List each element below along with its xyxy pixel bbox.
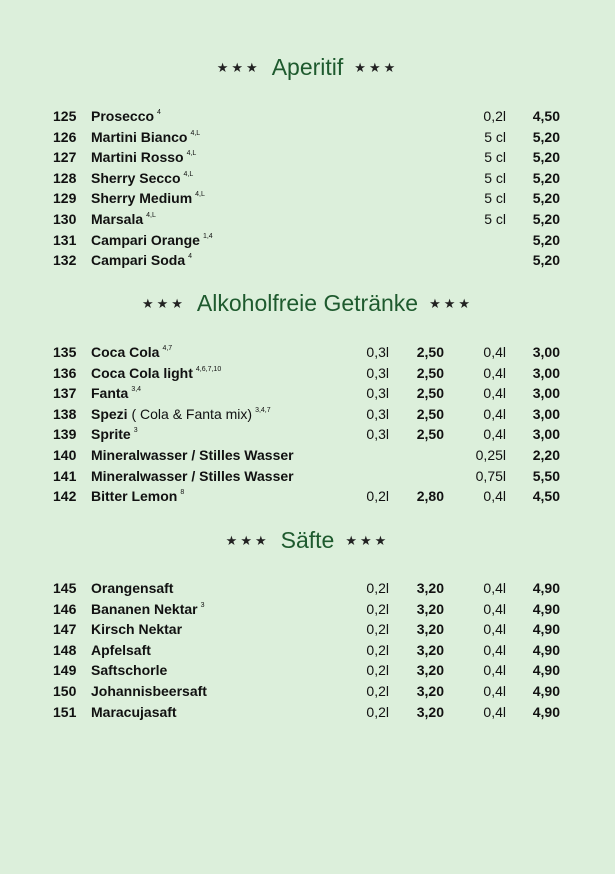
price-small: 3,20 <box>416 600 444 617</box>
item-name: Bananen Nektar <box>91 600 198 617</box>
item-label <box>91 188 205 209</box>
volume-small: 0,3l <box>366 344 389 360</box>
item-name: Fanta <box>91 385 129 402</box>
item-number: 139 <box>53 426 77 443</box>
item-name: Saftschorle <box>91 662 168 679</box>
menu-item-row <box>0 342 615 363</box>
item-label <box>91 486 184 507</box>
menu-item-row <box>0 188 615 209</box>
item-label <box>91 445 294 466</box>
item-number: 150 <box>53 682 77 699</box>
item-name: Johannisbeersaft <box>91 682 207 699</box>
price-large: 4,50 <box>532 108 560 124</box>
item-number: 131 <box>53 231 77 248</box>
volume-large: 0,4l <box>483 488 506 505</box>
item-label <box>91 702 177 723</box>
price-large: 4,90 <box>532 662 560 679</box>
item-number: 135 <box>53 344 77 360</box>
volume-large: 0,4l <box>483 426 506 443</box>
volume-large: 0,4l <box>483 385 506 402</box>
allergen-note: 1,4 <box>202 232 213 240</box>
volume-small: 0,2l <box>366 682 389 699</box>
stars-left-icon: ★★★ <box>141 296 186 311</box>
menu-item-row <box>0 702 615 723</box>
section-title-saefte <box>0 526 615 555</box>
item-number: 147 <box>53 621 77 638</box>
item-number: 136 <box>53 364 77 381</box>
volume-large: 0,2l <box>483 108 506 124</box>
item-name: Apfelsaft <box>91 641 151 658</box>
volume-large: 5 cl <box>484 149 506 166</box>
price-large: 5,20 <box>532 252 560 269</box>
volume-large: 0,75l <box>475 467 506 484</box>
menu-item-row <box>0 681 615 702</box>
menu-item-row <box>0 106 615 127</box>
volume-small: 0,2l <box>366 641 389 658</box>
item-label <box>91 599 205 620</box>
item-label <box>91 209 156 230</box>
item-label <box>91 383 141 404</box>
menu-item-row <box>0 230 615 251</box>
item-name: Spezi <box>91 405 128 422</box>
item-label <box>91 168 193 189</box>
item-name: Bitter Lemon <box>91 488 178 505</box>
volume-large: 5 cl <box>484 128 506 145</box>
section-heading: Alkoholfreie Getränke <box>196 290 419 316</box>
allergen-note: 4 <box>157 109 161 116</box>
allergen-note: 3 <box>133 427 138 435</box>
allergen-note: 4,L <box>186 150 197 158</box>
item-name: Martini Rosso <box>91 149 184 166</box>
price-small: 2,50 <box>416 344 444 360</box>
section-title-aperitif <box>0 53 615 82</box>
volume-small: 0,2l <box>366 600 389 617</box>
item-name: Campari Orange <box>91 231 200 248</box>
item-name: Prosecco <box>91 108 155 124</box>
item-label <box>91 363 221 384</box>
volume-large: 0,4l <box>483 405 506 422</box>
price-large: 4,90 <box>532 600 560 617</box>
price-large: 4,90 <box>532 621 560 638</box>
item-label <box>91 230 213 251</box>
item-description: ( Cola & Fanta mix) <box>127 405 253 422</box>
price-small: 3,20 <box>416 662 444 679</box>
menu-item-row <box>0 127 615 148</box>
item-name: Sprite <box>91 426 131 443</box>
menu-item-row <box>0 619 615 640</box>
item-name: Maracujasaft <box>91 703 177 720</box>
item-label <box>91 681 207 702</box>
item-name: Orangensaft <box>91 580 174 596</box>
stars-left-icon: ★★★ <box>225 533 270 548</box>
item-name: Mineralwasser / Stilles Wasser <box>91 446 294 463</box>
section-title-alkoholfreie-getraenke <box>0 289 615 318</box>
price-small: 3,20 <box>416 703 444 720</box>
item-label <box>91 404 271 425</box>
item-number: 141 <box>53 467 77 484</box>
volume-large: 0,4l <box>483 580 506 596</box>
allergen-note: 4,L <box>190 129 201 137</box>
price-large: 5,20 <box>532 169 560 186</box>
allergen-note: 3 <box>200 601 205 609</box>
allergen-note: 4,L <box>146 211 156 219</box>
volume-small: 0,2l <box>366 488 389 505</box>
item-number: 126 <box>53 128 77 145</box>
item-number: 151 <box>53 703 77 720</box>
item-label <box>91 640 151 661</box>
price-large: 5,50 <box>532 467 560 484</box>
volume-small: 0,3l <box>366 426 389 443</box>
volume-large: 0,4l <box>483 344 506 360</box>
item-name: Kirsch Nektar <box>91 621 183 638</box>
menu-item-row <box>0 168 615 189</box>
price-small: 2,50 <box>416 385 444 402</box>
item-number: 145 <box>53 580 77 596</box>
menu-item-row <box>0 466 615 487</box>
item-name: Coca Cola <box>91 344 160 360</box>
price-small: 2,50 <box>416 426 444 443</box>
price-large: 5,20 <box>532 231 560 248</box>
volume-small: 0,2l <box>366 621 389 638</box>
price-small: 2,50 <box>416 364 444 381</box>
volume-large: 0,4l <box>483 364 506 381</box>
volume-large: 5 cl <box>484 190 506 207</box>
allergen-note: 3,4,7 <box>255 406 271 414</box>
allergen-note: 4,L <box>195 191 205 199</box>
volume-small: 0,2l <box>366 580 389 596</box>
price-small: 3,20 <box>416 641 444 658</box>
volume-large: 0,4l <box>483 600 506 617</box>
item-label <box>91 466 294 487</box>
item-number: 137 <box>53 385 77 402</box>
item-number: 128 <box>53 169 77 186</box>
stars-left-icon: ★★★ <box>216 60 261 75</box>
item-number: 142 <box>53 488 77 505</box>
menu-item-row <box>0 250 615 271</box>
item-number: 127 <box>53 149 77 166</box>
stars-right-icon: ★★★ <box>354 60 399 75</box>
price-large: 4,50 <box>532 488 560 505</box>
price-small: 3,20 <box>416 682 444 699</box>
volume-small: 0,2l <box>366 662 389 679</box>
stars-right-icon: ★★★ <box>429 296 474 311</box>
price-small: 3,20 <box>416 621 444 638</box>
section-heading: Aperitif <box>271 54 344 80</box>
item-number: 132 <box>53 252 77 269</box>
volume-small: 0,3l <box>366 385 389 402</box>
item-name: Campari Soda <box>91 252 186 269</box>
menu-item-row <box>0 599 615 620</box>
item-number: 125 <box>53 108 77 124</box>
price-large: 3,00 <box>532 344 560 360</box>
price-large: 5,20 <box>532 128 560 145</box>
item-number: 140 <box>53 446 77 463</box>
allergen-note: 4,6,7,10 <box>195 365 222 373</box>
volume-large: 0,4l <box>483 641 506 658</box>
item-number: 129 <box>53 190 77 207</box>
volume-large: 0,4l <box>483 621 506 638</box>
menu-item-row <box>0 404 615 425</box>
volume-large: 5 cl <box>484 210 506 227</box>
menu-item-row <box>0 424 615 445</box>
price-large: 5,20 <box>532 149 560 166</box>
item-number: 130 <box>53 210 77 227</box>
menu-list-aperitif <box>0 106 615 271</box>
price-small: 2,80 <box>416 488 444 505</box>
item-label <box>91 342 172 363</box>
item-name: Sherry Medium <box>91 190 193 207</box>
item-label <box>91 250 192 271</box>
item-number: 149 <box>53 662 77 679</box>
item-label <box>91 106 161 127</box>
price-large: 5,20 <box>532 210 560 227</box>
allergen-note: 4,7 <box>162 345 173 352</box>
menu-item-row <box>0 363 615 384</box>
item-label <box>91 127 200 148</box>
volume-large: 0,4l <box>483 703 506 720</box>
item-label <box>91 424 138 445</box>
volume-large: 5 cl <box>484 169 506 186</box>
allergen-note: 4,L <box>183 170 194 178</box>
section-heading: Säfte <box>280 527 335 553</box>
menu-list-saefte <box>0 578 615 722</box>
item-number: 148 <box>53 641 77 658</box>
menu-item-row <box>0 578 615 599</box>
menu-item-row <box>0 147 615 168</box>
item-number: 146 <box>53 600 77 617</box>
price-large: 3,00 <box>532 426 560 443</box>
menu-item-row <box>0 383 615 404</box>
allergen-note: 4 <box>188 253 193 261</box>
price-large: 4,90 <box>532 682 560 699</box>
item-label <box>91 578 173 599</box>
item-name: Martini Bianco <box>91 128 188 145</box>
item-name: Marsala <box>91 210 144 227</box>
volume-large: 0,25l <box>475 446 506 463</box>
price-small: 2,50 <box>416 405 444 422</box>
item-label <box>91 619 182 640</box>
volume-large: 0,4l <box>483 662 506 679</box>
menu-item-row <box>0 640 615 661</box>
price-large: 3,00 <box>532 364 560 381</box>
price-large: 3,00 <box>532 405 560 422</box>
item-label <box>91 147 196 168</box>
volume-large: 0,4l <box>483 682 506 699</box>
volume-small: 0,3l <box>366 364 389 381</box>
item-name: Coca Cola light <box>91 364 193 381</box>
volume-small: 0,3l <box>366 405 389 422</box>
price-large: 4,90 <box>532 641 560 658</box>
price-large: 5,20 <box>532 190 560 207</box>
price-large: 3,00 <box>532 385 560 402</box>
menu-item-row <box>0 209 615 230</box>
allergen-note: 3,4 <box>131 386 142 394</box>
item-label <box>91 660 167 681</box>
menu-list-alkoholfreie-getraenke <box>0 342 615 507</box>
price-large: 4,90 <box>532 703 560 720</box>
price-small: 3,20 <box>416 580 444 596</box>
menu-item-row <box>0 445 615 466</box>
price-large: 4,90 <box>532 580 560 596</box>
item-number: 138 <box>53 405 77 422</box>
item-name: Sherry Secco <box>91 169 181 186</box>
stars-right-icon: ★★★ <box>345 533 390 548</box>
menu-item-row <box>0 486 615 507</box>
volume-small: 0,2l <box>366 703 389 720</box>
price-large: 2,20 <box>532 446 560 463</box>
item-name: Mineralwasser / Stilles Wasser <box>91 467 294 484</box>
menu-item-row <box>0 660 615 681</box>
allergen-note: 8 <box>180 489 185 497</box>
